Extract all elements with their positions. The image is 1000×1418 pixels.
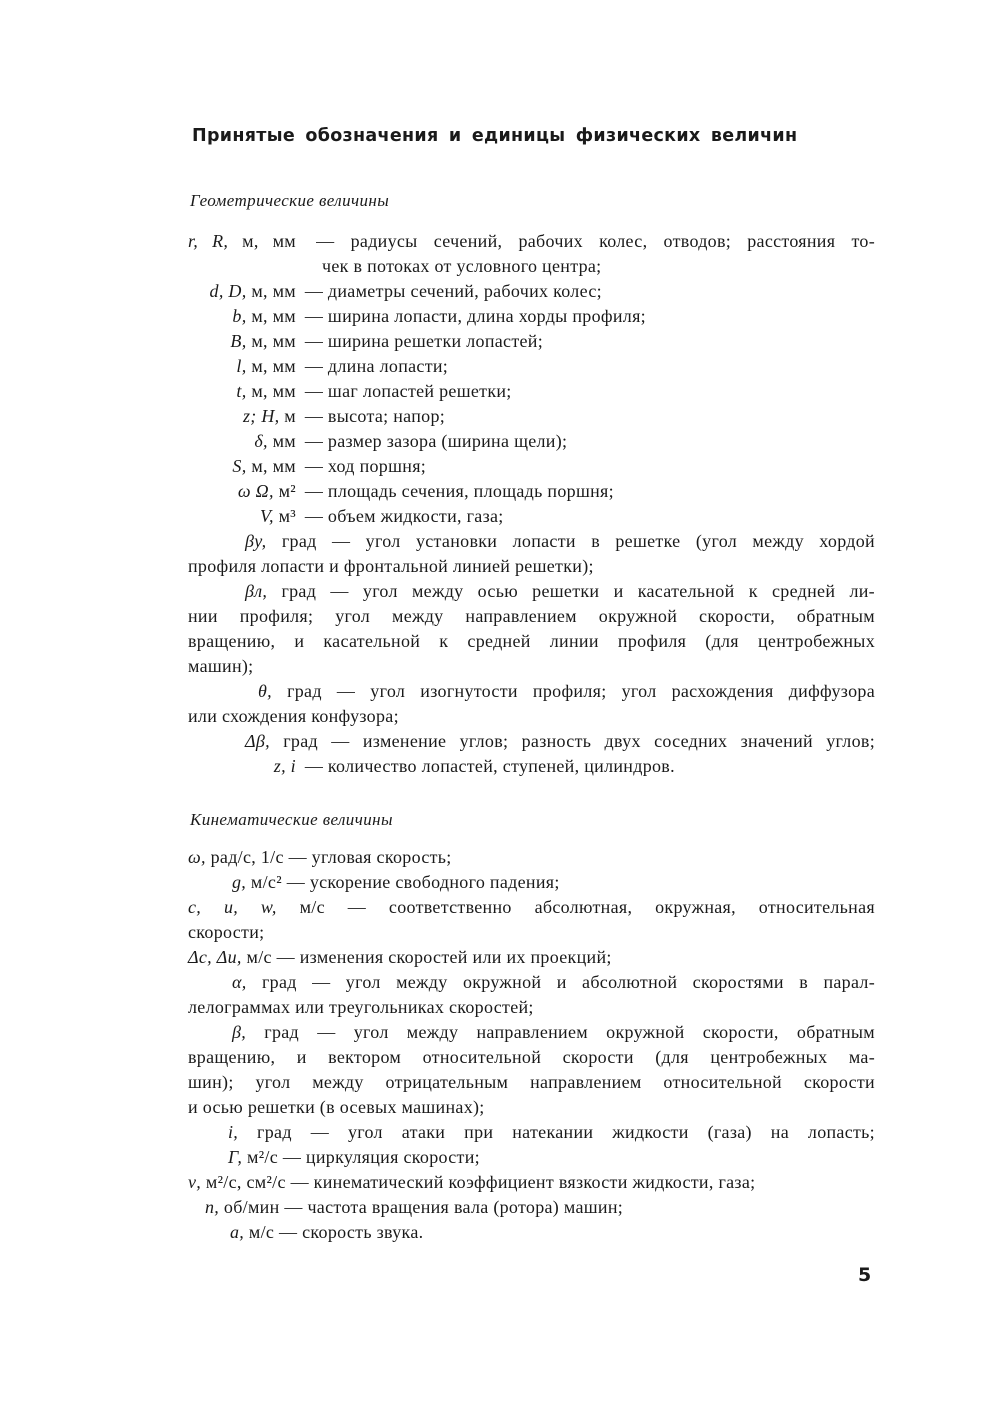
definition: — частота вращения вала (ротора) машин; [284, 1197, 624, 1217]
definition: — угловая скорость; [288, 847, 452, 867]
definition: — угол между осью решетки и касательной к средней ли- [330, 581, 875, 601]
page-title: Принятые обозначения и единицы физических величин [192, 126, 798, 146]
list-item [188, 304, 875, 329]
section-heading-kinematic: Кинематические величины [190, 810, 393, 829]
symbol: Δβ, [245, 731, 270, 751]
symbol: z; H, [242, 406, 280, 426]
unit: м, мм [251, 456, 296, 476]
symbol: β, [232, 1022, 247, 1042]
definition-continuation: или схождения конфузора; [188, 706, 399, 726]
unit: м/с² [250, 872, 282, 892]
unit: град [287, 681, 322, 701]
symbol: Δc, Δu, [188, 947, 242, 967]
unit: м² [278, 481, 296, 501]
unit: м³ [278, 506, 296, 526]
unit: м, мм [251, 306, 296, 326]
definition-continuation: шин); угол между отрицательным направлением относительной скорости [188, 1072, 875, 1092]
list-item [188, 729, 875, 754]
symbol: l, [236, 356, 247, 376]
definition-continuation: нии профиля; угол между направлением окружной скорости, обратным [188, 606, 875, 626]
list-item [188, 845, 875, 870]
list-item [188, 354, 875, 379]
list-item [188, 895, 875, 920]
symbol: d, D, [209, 281, 247, 301]
list-item [188, 1195, 875, 1220]
symbol: ν, [188, 1172, 202, 1192]
list-item [188, 429, 875, 454]
unit: м²/с [247, 1147, 279, 1167]
list-item [188, 479, 875, 504]
list-item [188, 945, 875, 970]
list-item [188, 279, 875, 304]
definition-continuation: и осью решетки (в осевых машинах); [188, 1097, 485, 1117]
definition: — площадь сечения, площадь поршня; [304, 481, 614, 501]
definition: — соответственно абсолютная, окружная, относительная [347, 897, 875, 917]
symbol: S, [232, 456, 247, 476]
list-item [188, 870, 875, 895]
symbol: B, [230, 331, 247, 351]
symbol: δ, [254, 431, 268, 451]
unit: об/мин [223, 1197, 280, 1217]
definition: — радиусы сечений, рабочих колес, отводов; расстояния то- [316, 231, 875, 251]
definition: — циркуляция скорости; [282, 1147, 480, 1167]
symbol: θ, [258, 681, 272, 701]
list-item [188, 579, 875, 604]
definition: — ход поршня; [304, 456, 427, 476]
symbol: ω Ω, [237, 481, 274, 501]
geometric-list [188, 229, 875, 779]
definition: — длина лопасти; [304, 356, 449, 376]
definition-continuation: профиля лопасти и фронтальной линией решетки); [188, 556, 594, 576]
list-item [188, 1120, 875, 1145]
unit: град [261, 972, 297, 992]
list-item [188, 1020, 875, 1045]
symbol: βл, [245, 581, 268, 601]
page-number: 5 [858, 1264, 872, 1286]
definition-continuation: чек в потоках от условного центра; [322, 256, 602, 276]
unit: м, мм [251, 281, 296, 301]
definition: — объем жидкости, газа; [304, 506, 504, 526]
symbol: n, [205, 1197, 220, 1217]
symbol: g, [232, 872, 247, 892]
symbol: Г, [228, 1147, 243, 1167]
list-item [188, 329, 875, 354]
list-item [188, 404, 875, 429]
symbol: i, [228, 1122, 239, 1142]
unit: м/с [246, 947, 272, 967]
definition: — изменения скоростей или их проекций; [276, 947, 612, 967]
definition-continuation: скорости; [188, 922, 265, 942]
unit: м [284, 406, 296, 426]
unit: м, мм [251, 331, 296, 351]
list-item [188, 379, 875, 404]
definition: — угол установки лопасти в решетке (угол между хордой [331, 531, 875, 551]
definition: — угол изогнутости профиля; угол расхождения диффузора [336, 681, 875, 701]
definition: — диаметры сечений, рабочих колес; [304, 281, 602, 301]
unit: град [283, 731, 318, 751]
symbol: V, [260, 506, 274, 526]
kinematic-list [188, 845, 875, 1245]
unit: град [281, 581, 317, 601]
symbol: t, [236, 381, 247, 401]
unit: мм [272, 431, 296, 451]
section-heading-geometric: Геометрические величины [190, 191, 390, 210]
list-item [188, 504, 875, 529]
unit: м/с [299, 897, 325, 917]
definition: — угол атаки при натекании жидкости (газа) на лопасть; [310, 1122, 875, 1142]
symbol: b, [232, 306, 247, 326]
definition: — угол между направлением окружной скорости, обратным [317, 1022, 875, 1042]
definition: — шаг лопастей решетки; [304, 381, 512, 401]
definition: — ширина лопасти, длина хорды профиля; [304, 306, 646, 326]
symbol: z, i [273, 756, 296, 776]
definition-continuation: вращению, и касательной к средней линии профиля (для центробежных [188, 631, 875, 651]
unit: м, мм [242, 231, 296, 251]
symbol: c, u, w, [188, 897, 277, 917]
unit: м, мм [251, 356, 296, 376]
definition: — угол между окружной и абсолютной скоростями в парал- [312, 972, 875, 992]
symbol: r, R, [188, 231, 229, 251]
definition: — кинематический коэффициент вязкости жидкости, газа; [290, 1172, 756, 1192]
unit: м/с [248, 1222, 275, 1242]
definition-continuation: вращению, и вектором относительной скорости (для центробежных ма- [188, 1047, 875, 1067]
list-item [188, 229, 875, 254]
list-item [188, 1145, 875, 1170]
definition: — изменение углов; разность двух соседних значений углов; [331, 731, 875, 751]
definition-continuation: лелограммах или треугольниках скоростей; [188, 997, 534, 1017]
symbol: βу, [245, 531, 267, 551]
unit: рад/с, 1/с [210, 847, 284, 867]
list-item [188, 1220, 875, 1245]
definition-continuation: машин); [188, 656, 254, 676]
list-item [188, 754, 875, 779]
symbol: ω, [188, 847, 206, 867]
unit: м²/с, см²/с [205, 1172, 286, 1192]
definition: — количество лопастей, ступеней, цилиндров. [304, 756, 675, 776]
definition: — скорость звука. [279, 1222, 424, 1242]
symbol: α, [232, 972, 247, 992]
unit: град [281, 531, 317, 551]
definition: — размер зазора (ширина щели); [304, 431, 568, 451]
list-item [188, 679, 875, 704]
unit: град [257, 1122, 292, 1142]
list-item [188, 529, 875, 554]
definition: — ускорение свободного падения; [286, 872, 560, 892]
unit: м, мм [251, 381, 296, 401]
list-item [188, 970, 875, 995]
unit: град [264, 1022, 300, 1042]
list-item [188, 1170, 875, 1195]
definition: — ширина решетки лопастей; [304, 331, 544, 351]
definition: — высота; напор; [304, 406, 446, 426]
list-item [188, 454, 875, 479]
symbol: a, [230, 1222, 245, 1242]
